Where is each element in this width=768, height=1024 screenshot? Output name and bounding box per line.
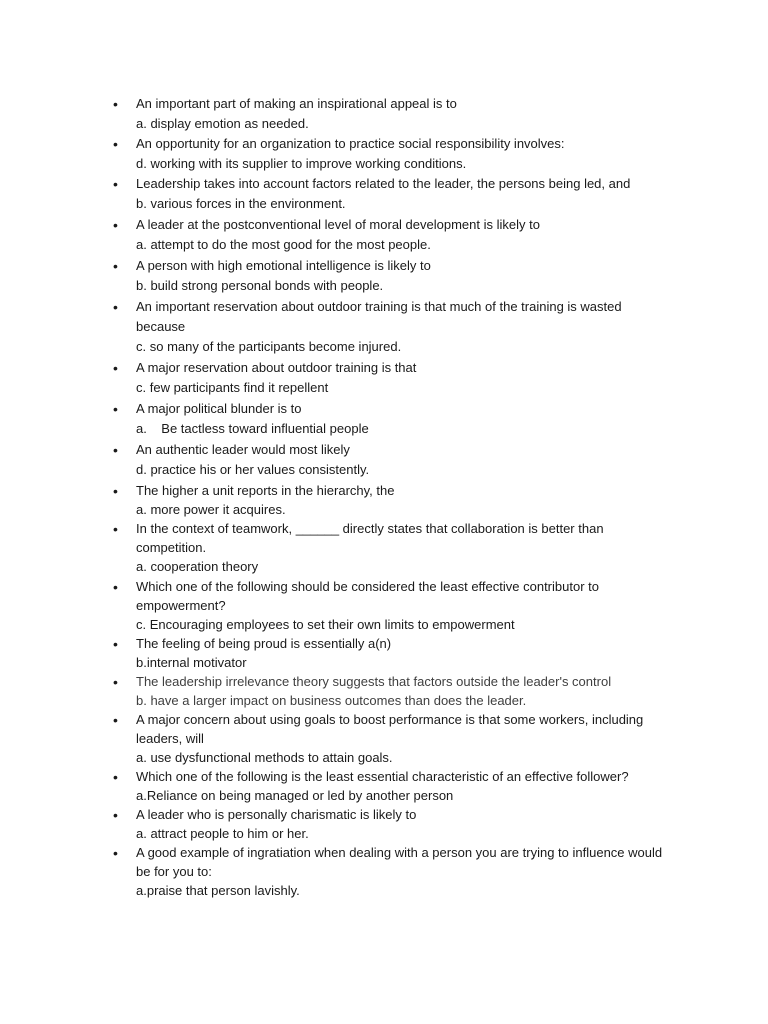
answer-text: a. display emotion as needed. [136,116,309,131]
bullet: • [113,96,118,112]
list-item [113,440,673,481]
question-text: The leadership irrelevance theory suggests that factors outside the leader's control [136,674,612,689]
answer-text: d. practice his or her values consistently. [136,462,370,477]
answer-text: a. cooperation theory [136,559,259,574]
list-item [113,297,673,358]
bullet: • [113,674,118,690]
answer-text: a. attempt to do the most good for the most people. [136,237,431,252]
answer-text: b. build strong personal bonds with people. [136,278,384,293]
bullet: • [113,636,118,652]
question-text: The feeling of being proud is essentially a(n) [136,636,392,651]
list-item [113,215,673,256]
list-item [113,577,673,634]
answer-text: c. few participants find it repellent [136,380,329,395]
answer-text: a. Be tactless toward influential people [136,421,369,436]
list-item [113,805,673,843]
bullet: • [113,712,118,728]
list-item [113,174,673,215]
answer-text: a. more power it acquires. [136,502,286,517]
answer-text: d. working with its supplier to improve working conditions. [136,156,467,171]
question-text: Which one of the following is the least essential characteristic of an effective follower? [136,769,629,784]
list-item [113,94,673,134]
bullet: • [113,807,118,823]
bullet: • [113,136,118,152]
answer-text: a. use dysfunctional methods to attain goals. [136,750,393,765]
bullet: • [113,579,118,595]
bullet: • [113,769,118,785]
answer-text: a.praise that person lavishly. [136,883,300,898]
answer-text: a. attract people to him or her. [136,826,309,841]
bullet: • [113,483,118,499]
question-text: A leader at the postconventional level of moral development is likely to [136,217,540,232]
list-item [113,843,673,900]
answer-text: c. so many of the participants become injured. [136,339,402,354]
question-text: In the context of teamwork, ______ directly states that collaboration is better than competition. [136,521,608,555]
question-text: A person with high emotional intelligence is likely to [136,258,431,273]
question-text: An opportunity for an organization to practice social responsibility involves: [136,136,565,151]
question-text: An important part of making an inspirational appeal is to [136,96,457,111]
bullet: • [113,845,118,861]
question-text: A good example of ingratiation when dealing with a person you are trying to influence would be for you to: [136,845,666,879]
list-item [113,672,673,710]
bullet: • [113,258,118,274]
question-text: A major reservation about outdoor training is that [136,360,417,375]
bullet: • [113,217,118,233]
question-answer-list [113,94,673,900]
answer-text: c. Encouraging employees to set their own limits to empowerment [136,617,515,632]
list-item [113,767,673,805]
answer-text: a.Reliance on being managed or led by another person [136,788,454,803]
list-item [113,519,673,577]
bullet: • [113,360,118,376]
question-text: An important reservation about outdoor training is that much of the training is wasted because [136,299,626,334]
list-item [113,710,673,767]
list-item [113,399,673,440]
question-text: A major concern about using goals to boost performance is that some workers, including leaders, will [136,712,647,746]
bullet: • [113,176,118,192]
bullet: • [113,442,118,458]
question-text: Leadership takes into account factors related to the leader, the persons being led, and [136,176,631,191]
answer-text: b. various forces in the environment. [136,196,346,211]
list-item [113,358,673,399]
list-item [113,634,673,672]
question-text: A leader who is personally charismatic is likely to [136,807,417,822]
question-text: An authentic leader would most likely [136,442,350,457]
list-item [113,256,673,297]
list-item [113,481,673,519]
question-text: Which one of the following should be considered the least effective contributor to empowerment? [136,579,603,613]
answer-text: b. have a larger impact on business outcomes than does the leader. [136,693,527,708]
bullet: • [113,401,118,417]
bullet: • [113,299,118,315]
question-text: A major political blunder is to [136,401,302,416]
bullet: • [113,521,118,537]
question-text: The higher a unit reports in the hierarchy, the [136,483,395,498]
list-item [113,134,673,174]
answer-text: b.internal motivator [136,655,247,670]
